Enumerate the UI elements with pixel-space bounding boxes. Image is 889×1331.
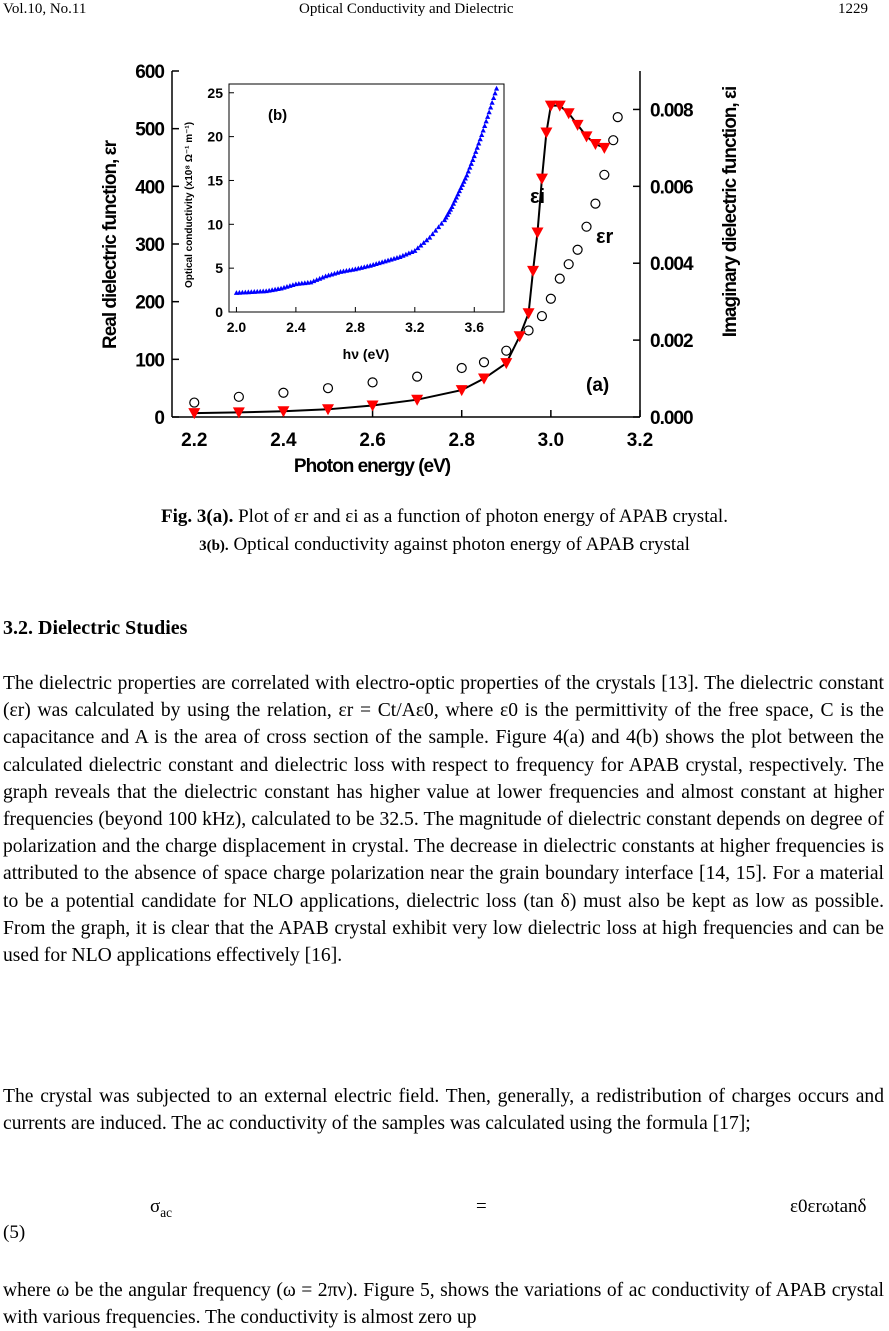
epsilon-r-point [190,398,199,407]
epsilon-r-point [573,245,582,254]
inset-x-tick-label: 3.6 [464,319,485,335]
epsilon-i-point [478,374,490,385]
epsilon-r-point [546,294,555,303]
y-tick-label-left: 500 [135,119,164,141]
section-title: 3.2. Dielectric Studies [3,617,188,639]
epsilon-i-point [500,358,512,369]
series-label-epsilon-r: εr [596,226,614,248]
running-header [0,0,889,22]
epsilon-i-point [531,227,543,238]
epsilon-r-point [591,199,600,208]
panel-a-label: (a) [586,375,610,396]
x-tick-label: 3.0 [537,430,565,451]
epsilon-r-point [502,346,511,355]
x-axis-title: Photon energy (eV) [293,456,451,477]
inset-y-tick-label: 15 [207,172,223,189]
series-label-epsilon-i: εi [530,186,546,208]
y-tick-label-right: 0.004 [650,254,693,276]
epsilon-r-point [324,384,333,393]
epsilon-r-point [524,326,533,335]
y-tick-label-right: 0.008 [650,100,693,122]
equation-lhs: $\sigma_{ac}$ [150,1196,173,1220]
inset-x-tick-label: 2.0 [226,319,247,335]
inset-x-tick-label: 2.4 [286,319,306,335]
caption-b-text: Optical conductivity against photon energy of APAB crystal [228,534,690,555]
inset-y-tick-label: 0 [215,304,223,320]
caption-a-label: Fig. 3(a). [161,506,234,527]
equation-number: (5) [3,1222,26,1243]
epsilon-r-point [564,260,573,269]
inset-y-tick-label: 5 [215,260,223,277]
equation-rhs: ε0εrωtanδ [790,1196,867,1217]
epsilon-r-point [234,392,243,401]
y-tick-label-left: 0 [154,408,164,429]
epsilon-r-point [537,312,546,321]
epsilon-i-point [598,143,610,154]
y-tick-label-right: 0.002 [650,331,693,353]
epsilon-r-point [279,388,288,397]
epsilon-i-point [540,128,552,139]
inset-y-tick-label: 10 [207,216,223,233]
paragraph-3: where ω be the angular frequency (ω = 2πν). Figure 5, shows the variations of ac conductivity of APAB crystal with various frequencies. The conductivity is almost zero up [3,1280,884,1329]
epsilon-r-point [480,358,489,367]
y-axis-title-left: Real dielectric function, εr [100,140,121,350]
epsilon-r-point [555,274,564,283]
y-tick-label-left: 200 [135,292,164,314]
figure-caption-b [0,534,889,556]
page-number: 1229 [838,1,868,17]
y-tick-label-left: 600 [135,62,164,83]
epsilon-r-point [413,372,422,381]
epsilon-i-point [536,174,548,185]
inset-x-tick-label: 3.2 [405,319,425,335]
epsilon-r-point [600,170,609,179]
epsilon-r-point [368,378,377,387]
y-tick-label-left: 400 [135,177,164,199]
epsilon-r-point [613,113,622,122]
running-title: Optical Conductivity and Dielectric [299,1,514,17]
x-tick-label: 2.4 [270,430,297,451]
inset-y-tick-label: 25 [207,84,223,101]
figure-caption-a [0,506,889,528]
epsilon-r-point [609,136,618,145]
y-tick-label-left: 300 [135,235,164,256]
equation-equals: = [476,1196,487,1217]
x-tick-label: 3.2 [626,430,654,451]
y-axis-title-right: Imaginary dielectric function, εi [720,86,741,338]
epsilon-i-point [514,331,526,342]
figure-3 [0,40,889,490]
panel-b-label: (b) [268,107,288,124]
inset-y-axis-title: Optical conductivity (x10⁸ Ω⁻¹ m⁻¹) [184,121,195,289]
epsilon-i-point [523,308,535,319]
y-tick-label-right: 0.000 [650,408,693,429]
y-tick-label-left: 100 [135,350,164,372]
y-tick-label-right: 0.006 [650,177,693,199]
inset-y-tick-label: 20 [207,128,223,145]
caption-b-label: 3(b). [199,538,229,554]
epsilon-r-point [457,363,466,372]
x-tick-label: 2.8 [448,430,475,451]
inset-x-tick-label: 2.8 [345,319,366,335]
x-tick-label: 2.2 [181,430,208,451]
epsilon-i-point [527,266,539,277]
caption-a-text: Plot of εr and εi as a function of photon energy of APAB crystal. [233,506,728,527]
paragraph-1: The dielectric properties are correlated with electro-optic properties of the crystals [13]. The dielectric constant (εr) was calculated by using the relation, εr = Ct/Aε0, where ε0 is the permittivity of the free space, C is the capacitance and A is the area of cross section of the sample. Figure 4(a) and 4(b) shows the plot between the calculated dielectric constant and dielectric loss with respect to frequency for APAB crystal, respectively. The graph reveals that the dielectric constant has higher value at lower frequencies and almost constant at higher frequencies (beyond 100 kHz), calculated to be 32.5. The magnitude of dielectric constant depends on degree of polarization and the charge displacement in crystal. The decrease in dielectric constants at higher frequencies is attributed to the absence of space charge polarization near the grain boundary interface [14, 15]. For a material to be a potential candidate for NLO applications, dielectric loss (tan δ) must also be kept as low as possible. From the graph, it is clear that the APAB crystal exhibit very low dielectric loss at high frequencies and can be used for NLO applications effectively [16]. [3,673,884,967]
epsilon-r-point [582,222,591,231]
journal-volume: Vol.10, No.11 [3,1,87,17]
x-tick-label: 2.6 [359,430,386,451]
inset-x-axis-title: hν (eV) [342,346,390,362]
paragraph-2: The crystal was subjected to an external electric field. Then, generally, a redistribution of charges occurs and currents are induced. The ac conductivity of the samples was calculated using the formula [17]; [3,1086,884,1135]
